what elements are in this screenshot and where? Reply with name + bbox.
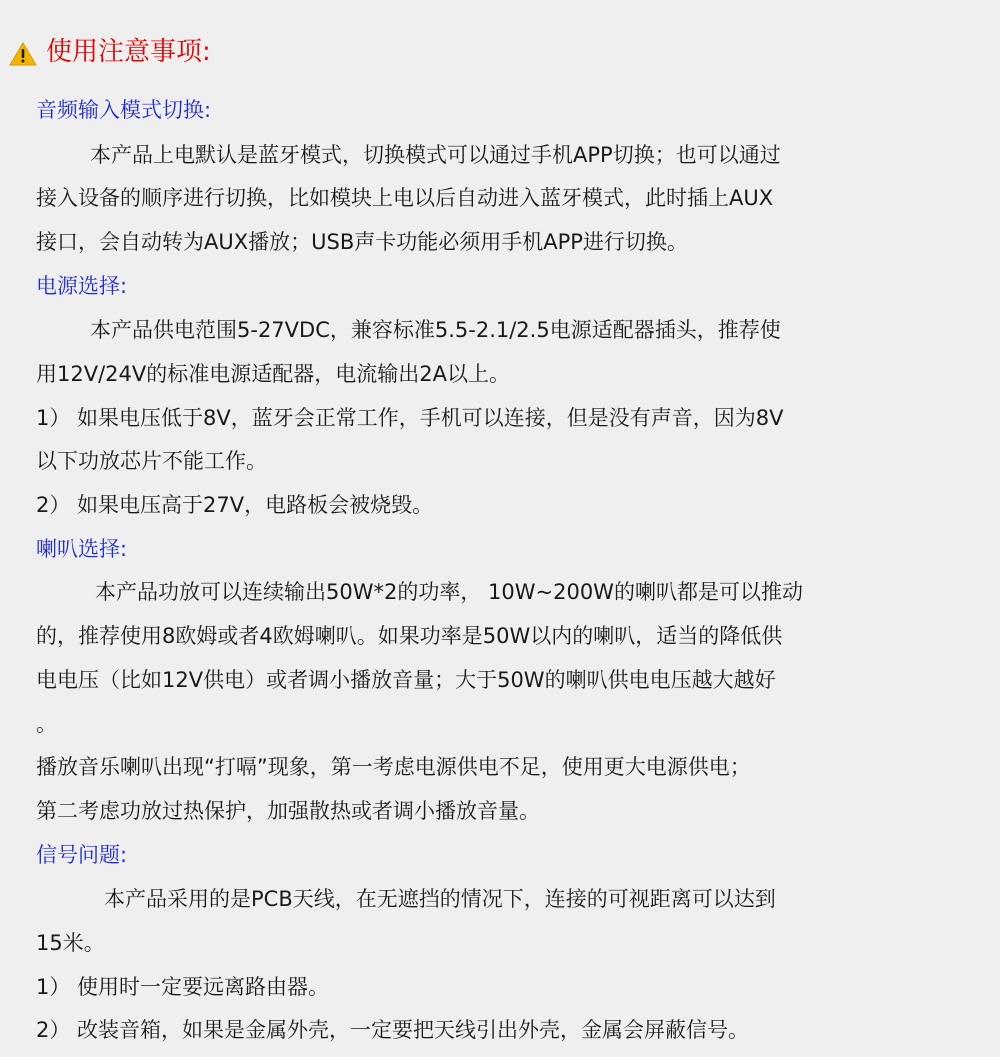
power-line-2: 用12V/24V的标准电源适配器，电流输出2A以上。 — [36, 362, 510, 386]
power-line-5: 2） 如果电压高于27V，电路板会被烧毁。 — [36, 493, 434, 517]
section-heading-speaker: 喇叭选择: — [36, 537, 128, 561]
audio-line-3: 接口，会自动转为AUX播放；USB声卡功能必须用手机APP进行切换。 — [36, 230, 688, 254]
signal-line-4: 2） 改装音箱，如果是金属外壳，一定要把天线引出外壳，金属会屏蔽信号。 — [36, 1018, 750, 1042]
audio-line-2: 接入设备的顺序进行切换，比如模块上电以后自动进入蓝牙模式，此时插上AUX — [36, 186, 774, 210]
signal-line-2: 15米。 — [36, 931, 105, 955]
audio-line-1: 本产品上电默认是蓝牙模式，切换模式可以通过手机APP切换；也可以通过 — [90, 143, 781, 167]
speaker-line-5: 播放音乐喇叭出现“打嗝”现象，第一考虑电源供电不足，使用更大电源供电； — [36, 755, 751, 779]
speaker-line-2: 的，推荐使用8欧姆或者4欧姆喇叭。如果功率是50W以内的喇叭，适当的降低供 — [36, 624, 783, 648]
speaker-line-1: 本产品功放可以连续输出50W*2的功率， 10W~200W的喇叭都是可以推动 — [95, 580, 803, 604]
power-line-1: 本产品供电范围5-27VDC，兼容标准5.5-2.1/2.5电源适配器插头，推荐使 — [90, 318, 781, 342]
section-heading-signal: 信号问题: — [36, 843, 128, 867]
speaker-line-6: 第二考虑功放过热保护，加强散热或者调小播放音量。 — [36, 799, 540, 823]
warning-icon — [8, 39, 38, 65]
signal-line-1: 本产品采用的是PCB天线，在无遮挡的情况下，连接的可视距离可以达到 — [104, 887, 776, 911]
page-title-text: 使用注意事项: — [46, 37, 211, 67]
section-heading-audio-input: 音频输入模式切换: — [36, 98, 212, 122]
page-title — [8, 32, 211, 72]
speaker-line-4: 。 — [36, 712, 57, 736]
section-heading-power: 电源选择: — [36, 274, 128, 298]
power-line-4: 以下功放芯片不能工作。 — [36, 449, 267, 473]
speaker-line-3: 电电压（比如12V供电）或者调小播放音量；大于50W的喇叭供电电压越大越好 — [36, 668, 776, 692]
signal-line-3: 1） 使用时一定要远离路由器。 — [36, 975, 330, 999]
power-line-3: 1） 如果电压低于8V，蓝牙会正常工作，手机可以连接，但是没有声音，因为8V — [36, 406, 784, 430]
